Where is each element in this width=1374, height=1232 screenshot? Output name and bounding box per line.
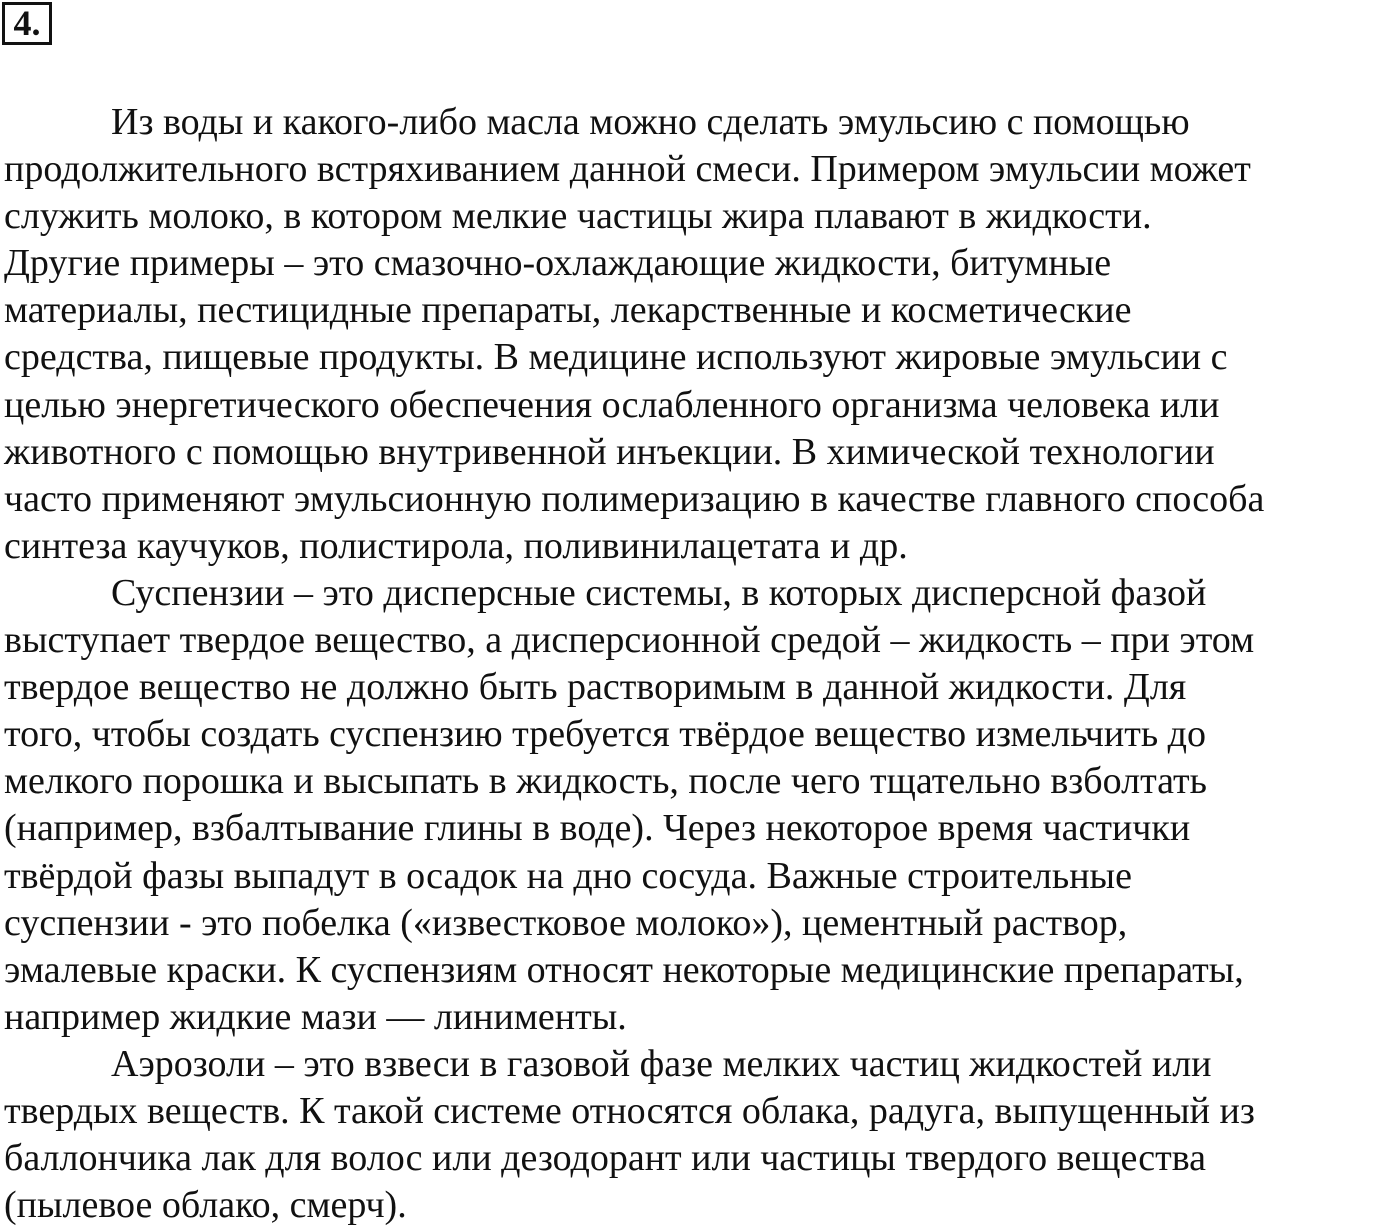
text-line: баллончика лак для волос или дезодорант или частицы твердого вещества — [4, 1137, 1207, 1180]
paragraph-suspensions — [4, 570, 1372, 1041]
text-line: целью энергетического обеспечения ослабленного организма человека или — [4, 383, 1220, 426]
text-line: например жидкие мази — линименты. — [4, 995, 627, 1038]
text-line: твердых веществ. К такой системе относятся облака, радуга, выпущенный из — [4, 1089, 1255, 1132]
text-line: того, чтобы создать суспензию требуется твёрдое вещество измельчить до — [4, 713, 1207, 756]
text-line: выступает твердое вещество, а дисперсионной средой – жидкость – при этом — [4, 619, 1255, 662]
text-line: суспензии - это побелка («известковое молоко»), цементный раствор, — [4, 901, 1128, 944]
task-number-box: 4. — [2, 2, 52, 45]
text-line: мелкого порошка и высыпать в жидкость, после чего тщательно взболтать — [4, 760, 1207, 803]
text-line: синтеза каучуков, полистирола, поливинилацетата и др. — [4, 524, 908, 567]
text-line: средства, пищевые продукты. В медицине используют жировые эмульсии с — [4, 336, 1228, 379]
text-line: Аэрозоли – это взвеси в газовой фазе мелких частиц жидкостей или — [111, 1042, 1212, 1085]
text-line: Суспензии – это дисперсные системы, в которых дисперсной фазой — [111, 571, 1207, 614]
text-line: (например, взбалтывание глины в воде). Через некоторое время частички — [4, 807, 1191, 850]
document-body — [4, 99, 1372, 1229]
text-line: материалы, пестицидные препараты, лекарственные и косметические — [4, 289, 1132, 332]
text-line: животного с помощью внутривенной инъекции. В химической технологии — [4, 430, 1215, 473]
text-line: (пылевое облако, смерч). — [4, 1184, 407, 1227]
text-line: продолжительного встряхиванием данной смеси. Примером эмульсии может — [4, 148, 1251, 191]
text-line: Другие примеры – это смазочно-охлаждающие жидкости, битумные — [4, 242, 1112, 285]
text-line: твердое вещество не должно быть растворимым в данной жидкости. Для — [4, 666, 1187, 709]
text-line: Из воды и какого-либо масла можно сделать эмульсию с помощью — [111, 101, 1190, 143]
text-line: твёрдой фазы выпадут в осадок на дно сосуда. Важные строительные — [4, 854, 1132, 897]
paragraph-aerosols — [4, 1041, 1372, 1229]
text-line: эмалевые краски. К суспензиям относят некоторые медицинские препараты, — [4, 948, 1244, 991]
text-line: служить молоко, в котором мелкие частицы жира плавают в жидкости. — [4, 195, 1152, 238]
text-line: часто применяют эмульсионную полимеризацию в качестве главного способа — [4, 477, 1265, 520]
paragraph-emulsions — [4, 99, 1372, 570]
